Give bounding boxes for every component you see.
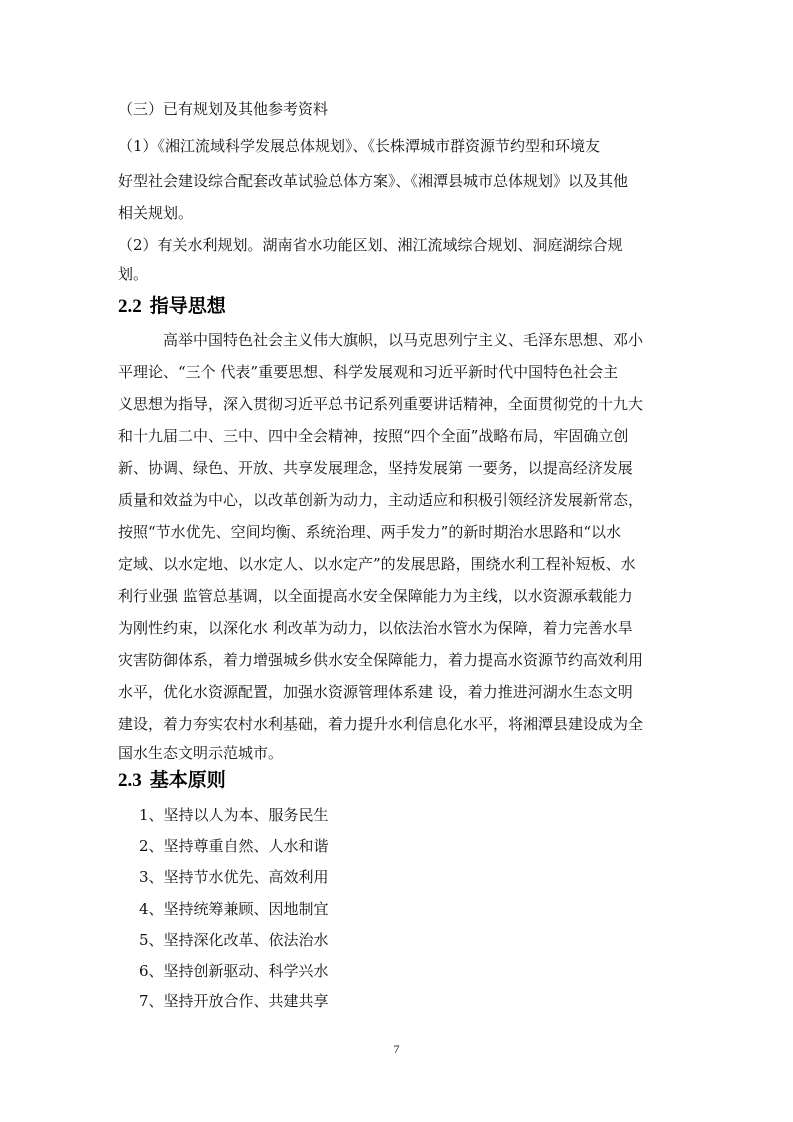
section-number: 2.3: [118, 770, 142, 791]
item2-line-2: 划。: [118, 265, 149, 283]
principle-item: 1、坚持以人为本、服务民生: [139, 806, 329, 824]
paragraph-line: 建设，着力夯实农村水利基础，着力提升水利信息化水平，将湘潭县建设成为全: [118, 715, 644, 733]
paragraph-line: 利行业强 监管总基调，以全面提高水安全保障能力为主线，以水资源承载能力: [118, 587, 633, 605]
paragraph-line: 义思想为指导，深入贯彻习近平总书记系列重要讲话精神，全面贯彻党的十九大: [118, 395, 644, 413]
paragraph-line: 定域、以水定地、以水定人、以水定产”的发展思路，围绕水利工程补短板、水: [118, 555, 636, 573]
item1-line-2: 好型社会建设综合配套改革试验总体方案》、《湘潭县城市总体规划》以及其他: [118, 172, 629, 190]
item1-line-1: （1）《湘江流域科学发展总体规划》、《长株潭城市群资源节约型和环境友: [118, 137, 601, 155]
paragraph-line: 新、协调、绿色、开放、共享发展理念，坚持发展第 一要务，以提高经济发展: [118, 459, 633, 477]
paragraph-line: 国水生态文明示范城市。: [118, 744, 284, 762]
section-heading-2-3: [118, 768, 226, 793]
paragraph-line: 高举中国特色社会主义伟大旗帜，以马克思列宁主义、毛泽东思想、邓小: [163, 331, 644, 349]
principle-item: 2、坚持尊重自然、人水和谐: [139, 837, 329, 855]
principle-item: 4、坚持统筹兼顾、因地制宜: [139, 900, 329, 918]
section-number: 2.2: [118, 296, 142, 317]
principle-item: 5、坚持深化改革、依法治水: [139, 931, 329, 949]
item1-line-3: 相关规划。: [118, 204, 194, 222]
section-title: 指导思想: [149, 295, 226, 317]
paragraph-line: 平理论、“三个 代表”重要思想、科学发展观和习近平新时代中国特色社会主: [118, 363, 619, 381]
paragraph-line: 质量和效益为中心，以改革创新为动力，主动适应和积极引领经济发展新常态，: [118, 491, 644, 509]
principle-item: 7、坚持开放合作、共建共享: [139, 992, 329, 1010]
principle-item: 6、坚持创新驱动、科学兴水: [139, 962, 329, 980]
section-heading-2-2: [118, 294, 226, 319]
page-number: 7: [393, 1042, 400, 1056]
paragraph-line: 为刚性约束，以深化水 利改革为动力，以依法治水管水为保障，着力完善水旱: [118, 619, 633, 637]
paragraph-line: 灾害防御体系，着力增强城乡供水安全保障能力，着力提高水资源节约高效利用: [118, 651, 644, 669]
item2-line-1: （2）有关水利规划。湖南省水功能区划、湘江流域综合规划、洞庭湖综合规: [118, 236, 623, 254]
section-title: 基本原则: [149, 769, 226, 791]
paragraph-line: 和十九届二中、三中、四中全会精神，按照“四个全面”战略布局，牢固确立创: [118, 427, 629, 445]
paragraph-line: 水平，优化水资源配置，加强水资源管理体系建 设，着力推进河湖水生态文明: [118, 683, 633, 701]
subsection-title: （三）已有规划及其他参考资料: [118, 100, 329, 118]
paragraph-line: 按照“节水优先、空间均衡、系统治理、两手发力”的新时期治水思路和“以水: [118, 523, 622, 541]
principle-item: 3、坚持节水优先、高效利用: [139, 868, 329, 886]
